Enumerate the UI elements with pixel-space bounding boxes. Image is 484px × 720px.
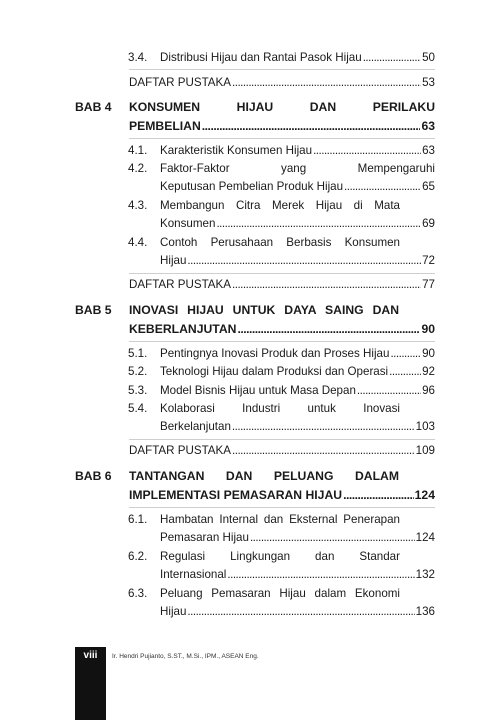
entry-title-line2: Hijau	[160, 254, 187, 268]
toc-entry-5-2[interactable]	[0, 363, 484, 382]
divider	[129, 273, 435, 274]
chapter-label: BAB 4	[75, 100, 112, 114]
entry-number: 4.2.	[128, 162, 148, 175]
toc-entry-6-3[interactable]	[0, 585, 484, 622]
entry-title-line1: Regulasi Lingkungan dan Standar	[160, 550, 400, 563]
toc-entry-daftar-pustaka[interactable]	[0, 74, 484, 93]
entry-title-line2: Hijau	[160, 605, 187, 619]
page-number: 92	[422, 365, 435, 378]
entry-title: DAFTAR PUSTAKA	[129, 278, 231, 291]
entry-title: Model Bisnis Hijau untuk Masa Depan	[160, 384, 356, 397]
dot-leader	[344, 178, 421, 196]
toc-entry-daftar-pustaka[interactable]	[0, 442, 484, 461]
page-number: 103	[415, 420, 435, 434]
chapter-title-line2: KEBERLANJUTAN	[129, 322, 237, 336]
footer-page-number: viii	[83, 650, 98, 661]
page-number: 90	[421, 322, 435, 336]
page-number: 65	[422, 180, 435, 194]
toc-entry-3-4[interactable]	[0, 49, 484, 68]
dot-leader	[187, 603, 414, 621]
entry-title-line2: Berkelanjutan	[160, 420, 231, 434]
entry-title-line1: Hambatan Internal dan Eksternal Penerapan	[160, 513, 400, 526]
page-number: 77	[422, 278, 435, 291]
entry-title-line1: Membangun Citra Merek Hijau di Mata	[160, 199, 400, 212]
toc-entry-5-3[interactable]	[0, 382, 484, 401]
dot-leader	[343, 486, 414, 505]
dot-leader	[357, 382, 421, 400]
toc-entry-6-1[interactable]	[0, 511, 484, 548]
entry-title-line2: Pemasaran Hijau	[160, 531, 249, 545]
page-number: 90	[422, 347, 435, 360]
page-number: 50	[422, 51, 435, 64]
page-number: 124	[414, 488, 435, 502]
dot-leader	[237, 320, 420, 339]
toc-entry-daftar-pustaka[interactable]	[0, 276, 484, 295]
page-number: 132	[415, 568, 435, 582]
page-number: 53	[422, 76, 435, 89]
entry-title-line2: Internasional	[160, 568, 227, 582]
chapter-label: BAB 6	[75, 469, 112, 483]
dot-leader	[232, 418, 415, 436]
dot-leader	[232, 276, 421, 294]
dot-leader	[250, 529, 415, 547]
toc-entry-6-2[interactable]	[0, 548, 484, 585]
entry-number: 5.3.	[128, 384, 148, 397]
dot-leader	[363, 49, 421, 67]
dot-leader	[390, 345, 421, 363]
dot-leader	[216, 215, 421, 233]
chapter-title-line1: INOVASI HIJAU UNTUK DAYA SAING DAN	[129, 303, 399, 317]
divider	[129, 341, 435, 342]
chapter-label: BAB 5	[75, 303, 112, 317]
page-number: 124	[415, 531, 435, 545]
toc-entry-4-1[interactable]	[0, 142, 484, 161]
toc-entry-4-3[interactable]	[0, 197, 484, 234]
toc-chapter-6[interactable]	[0, 467, 484, 507]
entry-title-line1: Faktor-Faktor yang Mempengaruhi	[160, 162, 435, 175]
entry-title: DAFTAR PUSTAKA	[129, 76, 231, 89]
dot-leader	[313, 142, 421, 160]
page-number: 96	[422, 384, 435, 397]
entry-title: Karakteristik Konsumen Hijau	[160, 144, 313, 157]
entry-title: Pentingnya Inovasi Produk dan Proses Hijau	[160, 347, 390, 360]
toc-entry-4-4[interactable]	[0, 234, 484, 271]
page-number: 109	[415, 444, 435, 457]
page-number: 69	[422, 217, 435, 231]
entry-number: 5.2.	[128, 365, 148, 378]
entry-number: 5.4.	[128, 402, 148, 415]
divider	[129, 138, 435, 139]
divider	[129, 439, 435, 440]
entry-number: 6.2.	[128, 550, 148, 563]
divider	[129, 507, 435, 508]
entry-number: 4.4.	[128, 236, 148, 249]
entry-number: 5.1.	[128, 347, 148, 360]
toc-entry-5-4[interactable]	[0, 400, 484, 437]
page-number: 72	[422, 254, 435, 268]
page-number: 63	[421, 119, 435, 133]
entry-number: 4.1.	[128, 144, 148, 157]
entry-title-line1: Peluang Pemasaran Hijau dalam Ekonomi	[160, 587, 400, 600]
page-number: 63	[422, 144, 435, 157]
entry-title-line1: Contoh Perusahaan Berbasis Konsumen	[160, 236, 400, 249]
chapter-title-line2: IMPLEMENTASI PEMASARAN HIJAU	[129, 488, 343, 502]
dot-leader	[232, 442, 415, 460]
entry-title: Teknologi Hijau dalam Produksi dan Operasi	[160, 365, 389, 378]
entry-number: 6.1.	[128, 513, 148, 526]
entry-number: 4.3.	[128, 199, 148, 212]
chapter-title-line2: PEMBELIAN	[129, 119, 201, 133]
toc-entry-5-1[interactable]	[0, 345, 484, 364]
dot-leader	[187, 252, 421, 270]
toc-chapter-4[interactable]	[0, 98, 484, 138]
entry-title-line2: Konsumen	[160, 217, 216, 231]
page-number: 136	[415, 605, 435, 619]
dot-leader	[232, 74, 421, 92]
chapter-title-line1: KONSUMEN HIJAU DAN PERILAKU	[129, 100, 435, 114]
entry-number: 6.3.	[128, 587, 148, 600]
entry-title-line2: Keputusan Pembelian Produk Hijau	[160, 180, 344, 194]
footer-author: Ir. Hendri Pujianto, S.ST., M.Si., IPM., ASEAN Eng.	[112, 653, 259, 660]
dot-leader	[202, 117, 421, 136]
divider	[129, 69, 435, 70]
chapter-title-line1: TANTANGAN DAN PELUANG DALAM	[129, 469, 399, 483]
entry-number: 3.4.	[128, 51, 148, 64]
dot-leader	[227, 566, 414, 584]
entry-title-line1: Kolaborasi Industri untuk Inovasi	[160, 402, 400, 415]
dot-leader	[389, 363, 421, 381]
toc-entry-4-2[interactable]	[0, 160, 484, 197]
toc-chapter-5[interactable]	[0, 301, 484, 341]
entry-title: DAFTAR PUSTAKA	[129, 444, 231, 457]
entry-title: Distribusi Hijau dan Rantai Pasok Hijau	[160, 51, 362, 64]
